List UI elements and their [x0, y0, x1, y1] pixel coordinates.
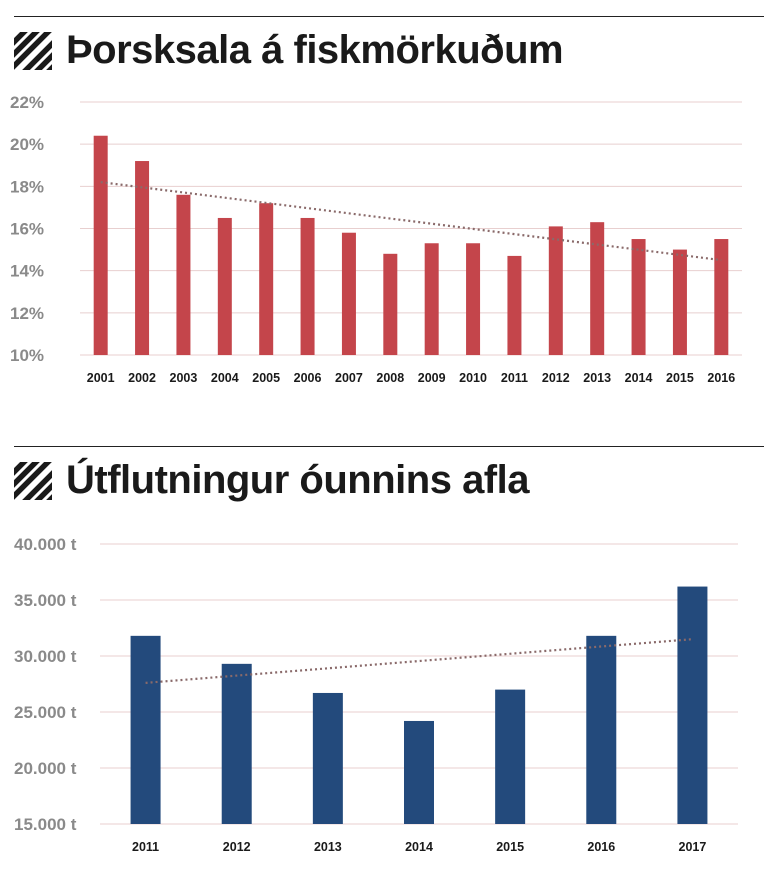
bar	[383, 254, 397, 355]
x-tick-label: 2007	[335, 371, 363, 385]
hatch-icon	[14, 32, 52, 70]
top-rule-2	[14, 446, 764, 447]
bar	[94, 136, 108, 355]
bar	[590, 222, 604, 355]
bar	[301, 218, 315, 355]
x-tick-label: 2016	[587, 840, 616, 854]
chart1-bar-chart	[0, 85, 778, 395]
x-tick-label: 2005	[252, 371, 281, 385]
x-tick-label: 2013	[313, 840, 342, 854]
y-tick-label: 12%	[10, 303, 45, 323]
x-tick-label: 2002	[128, 371, 156, 385]
x-tick-label: 2001	[86, 371, 115, 385]
x-tick-label: 2014	[405, 840, 433, 854]
bar	[632, 239, 646, 355]
y-tick-label: 16%	[10, 219, 45, 239]
hatch-icon	[14, 462, 52, 500]
chart2-title: Útflutningur óunnins afla	[66, 458, 529, 502]
y-tick-label: 25.000 t	[14, 703, 77, 722]
trend-line	[101, 182, 722, 260]
bar	[673, 250, 687, 355]
x-tick-label: 2009	[417, 371, 446, 385]
x-tick-label: 2012	[222, 840, 251, 854]
x-tick-label: 2015	[666, 371, 694, 385]
y-tick-label: 18%	[10, 177, 45, 197]
y-tick-label: 22%	[10, 93, 45, 112]
bar	[714, 239, 728, 355]
top-rule-1	[14, 16, 764, 17]
x-tick-label: 2013	[583, 371, 612, 385]
y-tick-label: 15.000 t	[14, 815, 77, 834]
x-tick-label: 2010	[459, 371, 487, 385]
bar	[313, 693, 343, 824]
bar	[549, 226, 563, 355]
chart2-title-row	[14, 458, 529, 503]
bar	[677, 587, 707, 824]
bar	[259, 203, 273, 355]
bar	[218, 218, 232, 355]
bar	[425, 243, 439, 355]
x-tick-label: 2011	[500, 371, 528, 385]
y-tick-label: 20%	[10, 135, 45, 155]
bar	[466, 243, 480, 355]
x-tick-label: 2012	[541, 371, 570, 385]
bar	[131, 636, 161, 824]
chart2-bar-chart	[0, 525, 778, 865]
x-tick-label: 2016	[707, 371, 736, 385]
bar	[135, 161, 149, 355]
bar	[176, 195, 190, 355]
x-tick-label: 2008	[376, 371, 405, 385]
y-tick-label: 40.000 t	[14, 535, 77, 554]
x-tick-label: 2003	[169, 371, 198, 385]
bar	[342, 233, 356, 355]
x-tick-label: 2011	[132, 840, 160, 854]
y-tick-label: 20.000 t	[14, 759, 77, 778]
y-tick-label: 35.000 t	[14, 591, 77, 610]
y-tick-label: 14%	[10, 261, 45, 281]
x-tick-label: 2004	[210, 371, 239, 385]
chart1-title: Þorsksala á fiskmörkuðum	[66, 28, 564, 72]
x-tick-label: 2015	[496, 840, 525, 854]
bar	[404, 721, 434, 824]
y-tick-label: 10%	[10, 346, 45, 365]
bar	[495, 690, 525, 824]
x-tick-label: 2017	[678, 840, 707, 854]
x-tick-label: 2006	[293, 371, 322, 385]
bar	[507, 256, 521, 355]
bar	[222, 664, 252, 824]
chart1-title-row	[14, 28, 563, 73]
bar	[586, 636, 616, 824]
y-tick-label: 30.000 t	[14, 647, 77, 666]
x-tick-label: 2014	[624, 371, 653, 385]
